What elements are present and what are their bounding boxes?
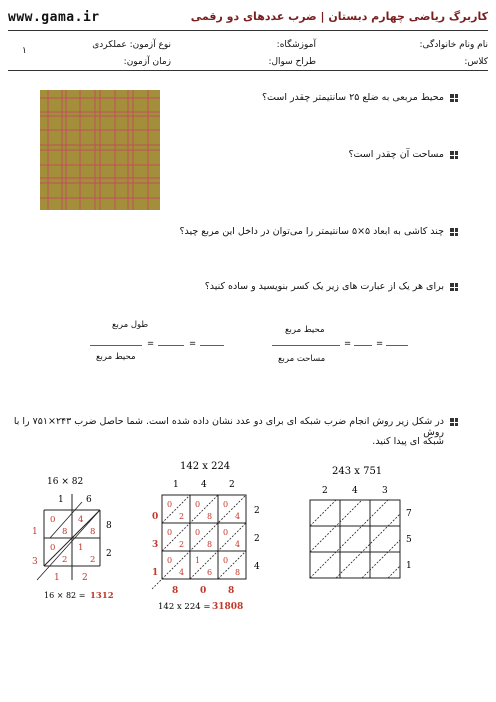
grid2-top-digit: 1 bbox=[173, 480, 179, 490]
grid2-cell: 8 bbox=[235, 568, 241, 577]
grid2-cell: 8 bbox=[207, 540, 213, 549]
grid1-label: 16 × 82 bbox=[47, 477, 84, 487]
question-4: برای هر یک از عبارت های زیر یک کسر بنویسید و ساده کنید؟ bbox=[204, 281, 444, 292]
grid2-cell: 4 bbox=[235, 540, 241, 549]
lattice-grid-16x82 bbox=[22, 470, 132, 610]
question-5-line1: در شکل زیر روش انجام ضرب شبکه ای برای دو عدد نشان داده شده است. شما حاصل ضرب ۲۴۳×۷۵۱ را با روش bbox=[13, 416, 444, 438]
grid1-bottom-digit: 2 bbox=[82, 573, 88, 583]
question-bullet-icon bbox=[450, 418, 458, 426]
grid2-left-digit: 0 bbox=[152, 512, 159, 522]
grid1-bottom-digit: 1 bbox=[54, 573, 60, 583]
grid2-right-digit: 4 bbox=[254, 562, 260, 572]
grid3-top-digit: 4 bbox=[352, 486, 358, 496]
page-title: کاربرگ ریاضی چهارم دبستان | ضرب عددهای دو رقمی bbox=[190, 10, 488, 23]
question-bullet-icon bbox=[450, 283, 458, 291]
field-name: نام ونام خانوادگی: bbox=[419, 40, 488, 50]
grid2-left-digit: 3 bbox=[152, 540, 159, 550]
equals-sign: = bbox=[147, 339, 155, 349]
grid2-cell: 8 bbox=[207, 512, 213, 521]
equals-sign: = bbox=[189, 339, 197, 349]
grid1-cell: 2 bbox=[62, 555, 68, 565]
grid2-cell: 0 bbox=[167, 500, 173, 509]
field-exam-type: نوع آزمون: عملکردی bbox=[92, 40, 171, 50]
page-number: ۱ bbox=[22, 46, 27, 56]
answer-blank[interactable] bbox=[158, 345, 184, 346]
field-exam-time: زمان آزمون: bbox=[123, 57, 171, 67]
header-divider bbox=[8, 30, 488, 31]
question-bullet-icon bbox=[450, 151, 458, 159]
field-designer: طراح سوال: bbox=[268, 57, 316, 67]
grid2-right-digit: 2 bbox=[254, 534, 260, 544]
grid2-cell: 0 bbox=[223, 556, 229, 565]
question-3: چند کاشی به ابعاد ۵×۵ سانتیمتر را می‌توان در داخل این مربع چید؟ bbox=[179, 226, 444, 237]
grid3-top-digit: 2 bbox=[322, 486, 328, 496]
grid1-top-digit: 6 bbox=[86, 495, 92, 505]
grid3-right-digit: 1 bbox=[406, 561, 412, 571]
grid1-result: 1312 bbox=[90, 591, 114, 601]
grid2-bottom-digit: 8 bbox=[172, 586, 179, 596]
grid1-cell: 0 bbox=[50, 515, 56, 525]
fraction-right-bar bbox=[272, 345, 340, 346]
equals-sign: = bbox=[344, 339, 352, 349]
question-2: مساحت آن چقدر است؟ bbox=[348, 149, 444, 160]
field-school: آموزشگاه: bbox=[276, 40, 316, 50]
grid1-result-label: 16 × 82 = bbox=[44, 591, 86, 600]
grid2-cell: 2 bbox=[179, 540, 185, 549]
grid2-cell: 0 bbox=[195, 528, 201, 537]
lattice-grid-243x751[interactable] bbox=[300, 460, 420, 590]
header-bottom-divider bbox=[8, 70, 488, 71]
grid2-bottom-digit: 8 bbox=[228, 586, 235, 596]
answer-blank[interactable] bbox=[354, 345, 372, 346]
grid2-cell: 6 bbox=[207, 568, 213, 577]
equals-sign: = bbox=[376, 339, 384, 349]
grid2-cell: 1 bbox=[195, 556, 201, 565]
grid2-top-digit: 2 bbox=[229, 480, 235, 490]
grid3-label: 243 x 751 bbox=[332, 466, 383, 477]
grid2-result: 31808 bbox=[212, 602, 244, 612]
grid3-top-digit: 3 bbox=[382, 486, 388, 496]
grid1-cell: 8 bbox=[90, 527, 96, 537]
fraction-left-denominator: محیط مربع bbox=[96, 352, 136, 362]
grid2-cell: 0 bbox=[195, 500, 201, 509]
grid3-right-digit: 7 bbox=[406, 509, 412, 519]
answer-blank[interactable] bbox=[200, 345, 224, 346]
question-bullet-icon bbox=[450, 94, 458, 102]
grid1-cell: 2 bbox=[90, 555, 96, 565]
grid3-right-digit: 5 bbox=[406, 535, 412, 545]
grid1-top-digit: 1 bbox=[58, 495, 64, 505]
site-url[interactable]: www.gama.ir bbox=[8, 10, 100, 25]
grid1-cell: 1 bbox=[78, 543, 84, 553]
grid1-left-digit: 3 bbox=[32, 557, 38, 567]
question-bullet-icon bbox=[450, 228, 458, 236]
grid1-cell: 4 bbox=[78, 515, 84, 525]
grid1-cell: 8 bbox=[62, 527, 68, 537]
grid2-cell: 0 bbox=[223, 500, 229, 509]
fraction-left-numerator: طول مربع bbox=[112, 320, 149, 330]
field-class: کلاس: bbox=[464, 57, 488, 67]
grid1-cell: 0 bbox=[50, 543, 56, 553]
answer-blank[interactable] bbox=[386, 345, 408, 346]
grid2-cell: 4 bbox=[235, 512, 241, 521]
fraction-left-bar bbox=[90, 345, 142, 346]
grid2-left-digit: 1 bbox=[152, 568, 159, 578]
grid2-bottom-digit: 0 bbox=[200, 586, 207, 596]
grid2-cell: 2 bbox=[179, 512, 185, 521]
grid1-right-digit: 8 bbox=[106, 521, 112, 531]
question-5-line2: شبکه ای پیدا کنید. bbox=[372, 436, 444, 447]
lattice-grid-142x224 bbox=[140, 455, 270, 615]
fraction-right-numerator: محیط مربع bbox=[285, 325, 325, 335]
grid2-cell: 0 bbox=[167, 556, 173, 565]
grid1-left-digit: 1 bbox=[32, 527, 38, 537]
grid2-cell: 0 bbox=[167, 528, 173, 537]
grid2-cell: 0 bbox=[223, 528, 229, 537]
grid2-result-label: 142 x 224 = bbox=[158, 602, 211, 612]
grid2-top-digit: 4 bbox=[201, 480, 207, 490]
grid1-right-digit: 2 bbox=[106, 549, 112, 559]
grid2-cell: 4 bbox=[179, 568, 185, 577]
question-1: محیط مربعی به ضلع ۲۵ سانتیمتر چقدر است؟ bbox=[261, 92, 444, 103]
fraction-right-denominator: مساحت مربع bbox=[278, 354, 326, 364]
grid2-label: 142 x 224 bbox=[180, 461, 231, 472]
grid2-right-digit: 2 bbox=[254, 506, 260, 516]
square-figure bbox=[40, 90, 160, 210]
